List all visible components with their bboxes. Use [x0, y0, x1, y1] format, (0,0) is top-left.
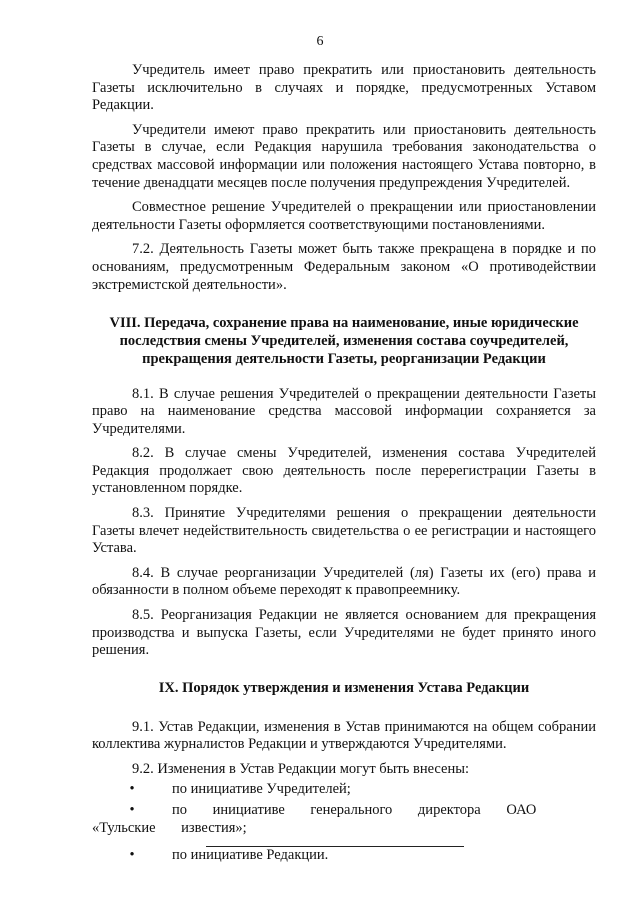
paragraph-8-4: 8.4. В случае реорганизации Учредителей (ля) Газеты их (его) права и обязанности в полном объеме переходят к правопреемнику.: [92, 564, 596, 599]
end-divider: [206, 846, 464, 847]
bullet-text: по инициативе генерального директора ОАО «Тульские известия»;: [92, 802, 537, 836]
paragraph-8-5: 8.5. Реорганизация Редакции не является основанием для прекращения производства и выпуска Газеты, если Учредителями не будет принято иного решения.: [92, 607, 596, 659]
page-number: 6: [316, 34, 324, 49]
bullet-text: по инициативе Учредителей;: [172, 781, 351, 798]
section-9-heading: IX. Порядок утверждения и изменения Устава Редакции: [158, 679, 530, 696]
bullet-item: [92, 802, 596, 837]
bullet-icon: •: [129, 781, 135, 798]
paragraph: Учредитель имеет право прекратить или приостановить деятельность Газеты исключительно в случаях и порядке, предусмотренных Уставом Редакции.: [92, 62, 596, 114]
document-body: [92, 62, 596, 865]
paragraph-8-2: 8.2. В случае смены Учредителей, изменения состава Учредителей Редакция продолжает свою деятельность после перерегистрации Газеты в установленном порядке.: [92, 445, 596, 497]
section-8-heading: VIII. Передача, сохранение права на наименование, иные юридические последствия смены Учредителей, изменения состава соучредителей, прекращения деятельности Газеты, реорганизации Редакции: [109, 315, 579, 367]
paragraph: Совместное решение Учредителей о прекращении или приостановлении деятельности Газеты оформляется соответствующими постановлениями.: [92, 199, 596, 233]
bullet-item: [92, 781, 596, 799]
paragraph-7-2: 7.2. Деятельность Газеты может быть также прекращена в порядке и по основаниям, предусмотренным Федеральным законом «О противодействии экстремистской деятельности».: [92, 241, 596, 293]
paragraph-8-1: 8.1. В случае решения Учредителей о прекращении деятельности Газеты право на наименование средства массовой информации сохраняется за Учредителями.: [92, 385, 596, 437]
paragraph-8-3: 8.3. Принятие Учредителями решения о прекращении деятельности Газеты влечет недействительность свидетельства о ее регистрации и настоящего Устава.: [92, 505, 596, 557]
paragraph-9-1: 9.1. Устав Редакции, изменения в Устав принимаются на общем собрании коллектива журналистов Редакции и утверждаются Учредителями.: [92, 718, 596, 753]
paragraph-9-2: 9.2. Изменения в Устав Редакции могут быть внесены:: [132, 760, 469, 777]
bullet-icon: •: [129, 847, 135, 864]
paragraph: Учредители имеют право прекратить или приостановить деятельность Газеты в случае, если Редакция нарушила требования законодательства о средствах массовой информации или положения настоящего Устава повторно, в течение двенадцати месяцев после получения предупреждения Учредителей.: [92, 121, 596, 191]
bullet-icon: •: [129, 802, 135, 818]
bullet-item: [92, 847, 596, 865]
bullet-text: по инициативе Редакции.: [172, 847, 329, 864]
